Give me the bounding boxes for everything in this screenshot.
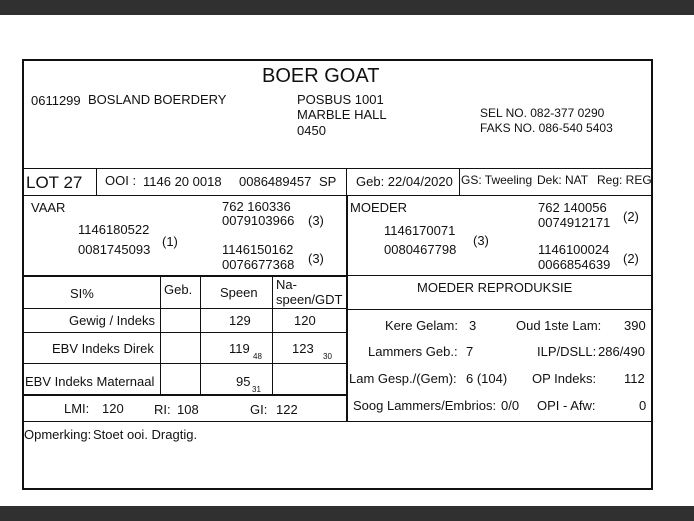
div-lot [96, 168, 97, 196]
page-title: BOER GOAT [262, 65, 380, 87]
line-indices-bottom [22, 421, 653, 422]
row-gewig-speen: 129 [229, 313, 251, 328]
si-header: SI% [70, 286, 94, 301]
moeder-id-tag: (3) [473, 233, 489, 248]
address-line-2: MARBLE HALL [297, 107, 387, 122]
dek-status: Dek: NAT [537, 173, 589, 187]
phone-number: SEL NO. 082-377 0290 [480, 106, 605, 120]
row-maternaal-speen-sub: 31 [252, 385, 261, 394]
moeder-sire-id-2: 0074912171 [538, 215, 611, 230]
div-geb [459, 168, 460, 196]
line-repro-top [346, 275, 653, 276]
speen-header: Speen [220, 285, 258, 300]
oud-1ste-lam-label: Oud 1ste Lam: [516, 318, 602, 333]
line-lot-top [22, 168, 653, 169]
lammers-geb-value: 7 [466, 344, 474, 359]
vaar-id-tag: (1) [162, 234, 178, 249]
moeder-sire-id-1: 762 140056 [538, 200, 607, 215]
op-indeks-value: 112 [624, 371, 645, 386]
vaar-sire-id-1: 762 160336 [222, 199, 291, 214]
line-si-bottom [22, 394, 346, 396]
fax-number: FAKS NO. 086-540 5403 [480, 121, 613, 135]
row-gewig-naspeen: 120 [294, 313, 316, 328]
row-direk-speen: 119 [229, 341, 250, 356]
repro-title: MOEDER REPRODUKSIE [417, 280, 573, 295]
vaar-id-1: 1146180522 [78, 222, 150, 237]
address-line-3: 0450 [297, 123, 326, 138]
lmi-value: 120 [102, 401, 124, 416]
line-si-row1-bottom [22, 332, 346, 333]
gi-value: 122 [276, 402, 298, 417]
vaar-id-2: 0081745093 [78, 242, 151, 257]
remark-text: Stoet ooi. Dragtig. [93, 427, 198, 442]
breeder-number: 0611299 [31, 93, 81, 108]
ri-value: 108 [177, 402, 199, 417]
ooi-sp: SP [319, 174, 337, 189]
vaar-label: VAAR [31, 200, 66, 215]
row-direk-naspeen: 123 [292, 341, 314, 356]
moeder-id-2: 0080467798 [384, 242, 457, 257]
lot-number: LOT 27 [26, 173, 83, 192]
reg-status: Reg: REG [597, 173, 652, 187]
vaar-sire-id-2: 0079103966 [222, 213, 295, 228]
lammers-geb-label: Lammers Geb.: [368, 344, 458, 359]
ooi-number: 1146 20 0018 [143, 174, 222, 189]
frame-bottom [22, 488, 653, 490]
row-maternaal-speen: 95 [236, 374, 251, 389]
moeder-dam-tag: (2) [623, 251, 639, 266]
top-bar [0, 0, 694, 15]
moeder-dam-id-2: 0066854639 [538, 257, 611, 272]
div-ooi [346, 168, 347, 196]
vaar-dam-tag: (3) [308, 251, 324, 266]
oud-1ste-lam-value: 390 [624, 318, 646, 333]
moeder-dam-id-1: 1146100024 [538, 242, 610, 257]
moeder-id-1: 1146170071 [384, 223, 456, 238]
kere-gelam-value: 3 [469, 318, 477, 333]
moeder-label: MOEDER [350, 200, 408, 215]
breeder-name: BOSLAND BOERDERY [88, 92, 227, 107]
bottom-bar [0, 506, 694, 521]
birth-date: Geb: 22/04/2020 [356, 174, 453, 189]
soog-lammers-value: 0/0 [501, 398, 520, 413]
row-direk-label: EBV Indeks Direk [52, 341, 154, 356]
gs-status: GS: Tweeling [461, 173, 533, 187]
opi-afw-label: OPI - Afw: [537, 398, 596, 413]
address-line-1: POSBUS 1001 [297, 92, 384, 107]
line-si-header-bottom [22, 308, 346, 309]
ooi-id: 0086489457 [239, 174, 312, 189]
div-si-speen [200, 275, 201, 395]
gi-label: GI: [250, 402, 268, 417]
row-direk-speen-sub: 48 [253, 352, 262, 361]
naspeen-header-2: speen/GDT [276, 292, 343, 307]
naspeen-header-1: Na- [276, 277, 297, 292]
ooi-label: OOI : [105, 173, 137, 188]
lmi-label: LMI: [64, 401, 90, 416]
row-direk-naspeen-sub: 30 [323, 352, 332, 361]
line-si-top [22, 275, 346, 277]
remark-label: Opmerking: [24, 427, 92, 442]
ilp-dsll-value: 286/490 [598, 344, 645, 359]
row-gewig-label: Gewig / Indeks [69, 313, 155, 328]
frame-top [22, 59, 653, 61]
ri-label: RI: [154, 402, 171, 417]
op-indeks-label: OP Indeks: [532, 371, 597, 386]
lam-gesp-value: 6 (104) [466, 371, 508, 386]
moeder-sire-tag: (2) [623, 209, 639, 224]
vaar-sire-tag: (3) [308, 213, 324, 228]
row-maternaal-label: EBV Indeks Maternaal [25, 374, 155, 389]
div-si-naspeen [272, 275, 273, 395]
opi-afw-value: 0 [639, 398, 647, 413]
vaar-dam-id-2: 0076677368 [222, 257, 295, 272]
geb-header: Geb. [164, 282, 193, 297]
line-lot-bottom [22, 195, 653, 196]
vaar-dam-id-1: 1146150162 [222, 242, 294, 257]
lam-gesp-label: Lam Gesp./(Gem): [349, 371, 457, 386]
div-si-geb [160, 275, 161, 395]
kere-gelam-label: Kere Gelam: [385, 318, 458, 333]
line-si-row2-bottom [22, 363, 346, 364]
line-repro-header-bottom [346, 309, 653, 310]
ilp-dsll-label: ILP/DSLL: [537, 344, 597, 359]
soog-lammers-label: Soog Lammers/Embrios: [353, 398, 497, 413]
div-parents [346, 195, 348, 422]
